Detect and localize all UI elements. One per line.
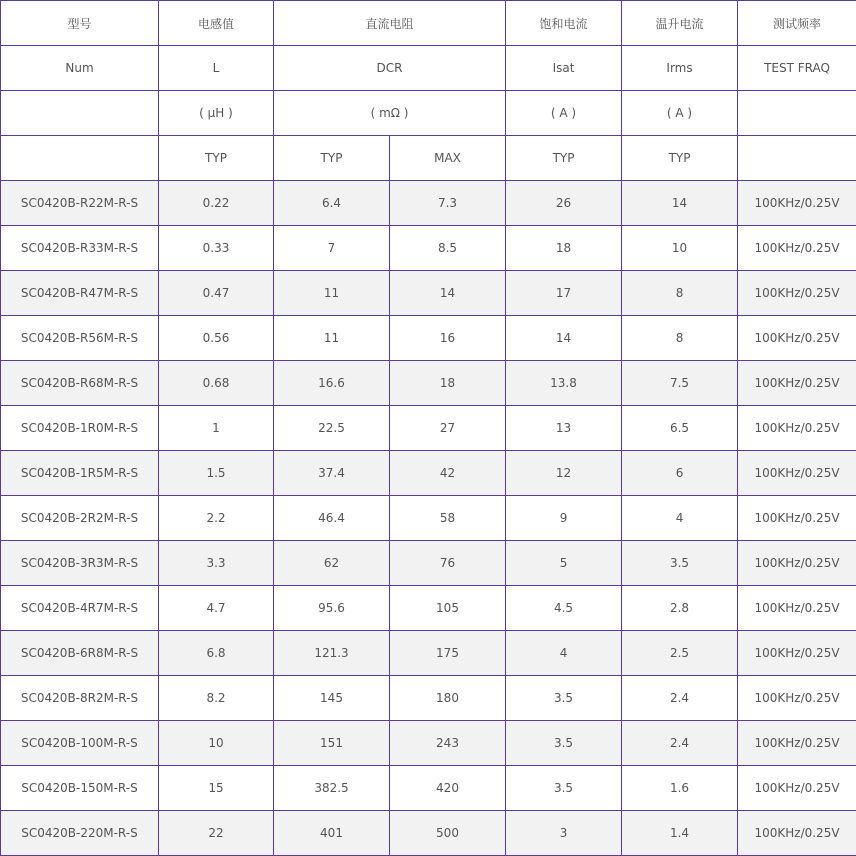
cell-dcr-max: 14 [390, 271, 506, 316]
cell-isat: 17 [506, 271, 622, 316]
cell-dcr-typ: 62 [274, 541, 390, 586]
header-model: 型号 [1, 1, 159, 46]
cell-inductance: 1 [159, 406, 274, 451]
cell-part-number: SC0420B-1R0M-R-S [1, 406, 159, 451]
cell-test-frequency: 100KHz/0.25V [738, 316, 856, 361]
typ-irms: TYP [622, 136, 738, 181]
table-row [1, 271, 856, 316]
cell-irms: 6 [622, 451, 738, 496]
typ-empty-freq [738, 136, 856, 181]
table-row [1, 451, 856, 496]
table-row [1, 541, 856, 586]
cell-irms: 3.5 [622, 541, 738, 586]
header-num: Num [1, 46, 159, 91]
cell-isat: 3.5 [506, 721, 622, 766]
cell-inductance: 15 [159, 766, 274, 811]
cell-dcr-typ: 22.5 [274, 406, 390, 451]
cell-isat: 3 [506, 811, 622, 856]
cell-isat: 13.8 [506, 361, 622, 406]
cell-test-frequency: 100KHz/0.25V [738, 631, 856, 676]
table-row [1, 631, 856, 676]
cell-isat: 3.5 [506, 766, 622, 811]
table-row [1, 406, 856, 451]
cell-dcr-max: 42 [390, 451, 506, 496]
cell-test-frequency: 100KHz/0.25V [738, 271, 856, 316]
cell-test-frequency: 100KHz/0.25V [738, 721, 856, 766]
header-row-chinese [1, 1, 856, 46]
cell-dcr-max: 76 [390, 541, 506, 586]
cell-irms: 2.8 [622, 586, 738, 631]
cell-part-number: SC0420B-2R2M-R-S [1, 496, 159, 541]
unit-empty-model [1, 91, 159, 136]
cell-part-number: SC0420B-8R2M-R-S [1, 676, 159, 721]
table-row [1, 226, 856, 271]
cell-dcr-typ: 11 [274, 271, 390, 316]
cell-part-number: SC0420B-R47M-R-S [1, 271, 159, 316]
cell-inductance: 1.5 [159, 451, 274, 496]
max-dcr: MAX [390, 136, 506, 181]
cell-isat: 4.5 [506, 586, 622, 631]
cell-inductance: 4.7 [159, 586, 274, 631]
cell-isat: 18 [506, 226, 622, 271]
table-row [1, 766, 856, 811]
cell-dcr-typ: 46.4 [274, 496, 390, 541]
cell-irms: 2.4 [622, 676, 738, 721]
cell-dcr-max: 180 [390, 676, 506, 721]
cell-dcr-typ: 7 [274, 226, 390, 271]
cell-dcr-typ: 382.5 [274, 766, 390, 811]
cell-dcr-max: 175 [390, 631, 506, 676]
cell-part-number: SC0420B-R68M-R-S [1, 361, 159, 406]
cell-dcr-max: 105 [390, 586, 506, 631]
table-row [1, 676, 856, 721]
cell-test-frequency: 100KHz/0.25V [738, 496, 856, 541]
header-l: L [159, 46, 274, 91]
cell-inductance: 0.56 [159, 316, 274, 361]
cell-dcr-max: 420 [390, 766, 506, 811]
cell-isat: 3.5 [506, 676, 622, 721]
cell-dcr-max: 243 [390, 721, 506, 766]
cell-inductance: 6.8 [159, 631, 274, 676]
cell-dcr-max: 500 [390, 811, 506, 856]
cell-inductance: 22 [159, 811, 274, 856]
unit-dcr: ( mΩ ) [274, 91, 506, 136]
cell-dcr-max: 58 [390, 496, 506, 541]
typ-isat: TYP [506, 136, 622, 181]
cell-part-number: SC0420B-4R7M-R-S [1, 586, 159, 631]
cell-part-number: SC0420B-150M-R-S [1, 766, 159, 811]
cell-part-number: SC0420B-1R5M-R-S [1, 451, 159, 496]
cell-isat: 4 [506, 631, 622, 676]
cell-dcr-max: 27 [390, 406, 506, 451]
cell-part-number: SC0420B-100M-R-S [1, 721, 159, 766]
cell-irms: 2.4 [622, 721, 738, 766]
cell-dcr-typ: 11 [274, 316, 390, 361]
cell-dcr-max: 7.3 [390, 181, 506, 226]
cell-dcr-typ: 145 [274, 676, 390, 721]
header-inductance: 电感值 [159, 1, 274, 46]
typ-dcr: TYP [274, 136, 390, 181]
cell-inductance: 8.2 [159, 676, 274, 721]
cell-dcr-max: 8.5 [390, 226, 506, 271]
cell-irms: 4 [622, 496, 738, 541]
cell-part-number: SC0420B-6R8M-R-S [1, 631, 159, 676]
cell-part-number: SC0420B-3R3M-R-S [1, 541, 159, 586]
header-heat-rating-current: 温升电流 [622, 1, 738, 46]
cell-dcr-typ: 151 [274, 721, 390, 766]
cell-isat: 14 [506, 316, 622, 361]
table-row [1, 361, 856, 406]
cell-test-frequency: 100KHz/0.25V [738, 406, 856, 451]
cell-isat: 5 [506, 541, 622, 586]
table-row [1, 811, 856, 856]
cell-inductance: 2.2 [159, 496, 274, 541]
header-saturation-current: 饱和电流 [506, 1, 622, 46]
cell-irms: 14 [622, 181, 738, 226]
cell-irms: 10 [622, 226, 738, 271]
table-row [1, 496, 856, 541]
unit-empty-freq [738, 91, 856, 136]
cell-part-number: SC0420B-R33M-R-S [1, 226, 159, 271]
cell-dcr-typ: 401 [274, 811, 390, 856]
header-row-units [1, 91, 856, 136]
header-test-fraq: TEST FRAQ [738, 46, 856, 91]
header-isat: Isat [506, 46, 622, 91]
cell-irms: 8 [622, 316, 738, 361]
cell-dcr-max: 18 [390, 361, 506, 406]
header-row-symbols [1, 46, 856, 91]
header-row-typ-max [1, 136, 856, 181]
cell-inductance: 0.47 [159, 271, 274, 316]
cell-test-frequency: 100KHz/0.25V [738, 181, 856, 226]
cell-irms: 1.4 [622, 811, 738, 856]
cell-inductance: 10 [159, 721, 274, 766]
cell-irms: 2.5 [622, 631, 738, 676]
cell-dcr-typ: 37.4 [274, 451, 390, 496]
header-irms: Irms [622, 46, 738, 91]
header-test-frequency: 测试频率 [738, 1, 856, 46]
table-row [1, 316, 856, 361]
cell-part-number: SC0420B-R22M-R-S [1, 181, 159, 226]
cell-dcr-typ: 121.3 [274, 631, 390, 676]
cell-irms: 6.5 [622, 406, 738, 451]
table-row [1, 181, 856, 226]
table-row [1, 586, 856, 631]
cell-irms: 7.5 [622, 361, 738, 406]
unit-inductance: ( μH ) [159, 91, 274, 136]
header-dcr: DCR [274, 46, 506, 91]
cell-test-frequency: 100KHz/0.25V [738, 541, 856, 586]
table-row [1, 721, 856, 766]
cell-test-frequency: 100KHz/0.25V [738, 451, 856, 496]
cell-part-number: SC0420B-220M-R-S [1, 811, 159, 856]
cell-dcr-typ: 95.6 [274, 586, 390, 631]
cell-test-frequency: 100KHz/0.25V [738, 226, 856, 271]
cell-dcr-typ: 6.4 [274, 181, 390, 226]
data-rows [1, 181, 856, 856]
cell-isat: 9 [506, 496, 622, 541]
header-dc-resistance: 直流电阻 [274, 1, 506, 46]
cell-isat: 26 [506, 181, 622, 226]
typ-empty-model [1, 136, 159, 181]
cell-test-frequency: 100KHz/0.25V [738, 361, 856, 406]
unit-isat: ( A ) [506, 91, 622, 136]
cell-inductance: 0.33 [159, 226, 274, 271]
cell-inductance: 0.22 [159, 181, 274, 226]
cell-isat: 13 [506, 406, 622, 451]
unit-irms: ( A ) [622, 91, 738, 136]
cell-dcr-max: 16 [390, 316, 506, 361]
cell-irms: 1.6 [622, 766, 738, 811]
cell-test-frequency: 100KHz/0.25V [738, 766, 856, 811]
cell-test-frequency: 100KHz/0.25V [738, 811, 856, 856]
cell-part-number: SC0420B-R56M-R-S [1, 316, 159, 361]
cell-test-frequency: 100KHz/0.25V [738, 676, 856, 721]
cell-dcr-typ: 16.6 [274, 361, 390, 406]
cell-irms: 8 [622, 271, 738, 316]
cell-inductance: 0.68 [159, 361, 274, 406]
typ-inductance: TYP [159, 136, 274, 181]
cell-inductance: 3.3 [159, 541, 274, 586]
cell-isat: 12 [506, 451, 622, 496]
cell-test-frequency: 100KHz/0.25V [738, 586, 856, 631]
